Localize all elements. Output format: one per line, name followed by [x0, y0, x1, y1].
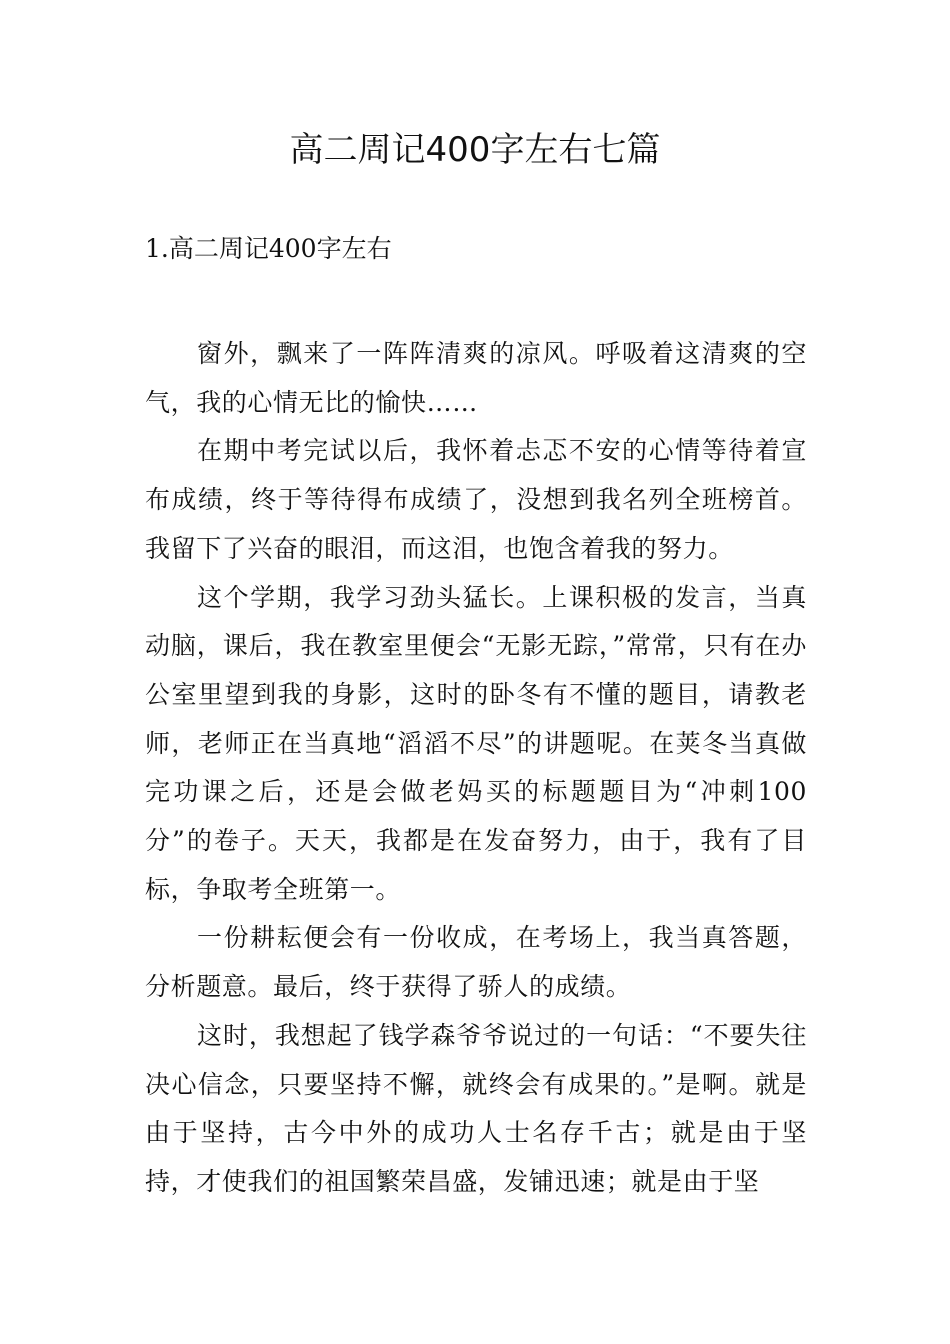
paragraph: 在期中考完试以后，我怀着忐忑不安的心情等待着宣布成绩，终于等待得布成绩了，没想到我名列全班榜首。我留下了兴奋的眼泪，而这泪，也饱含着我的努力。 — [145, 436, 807, 563]
document-title: 高二周记400字左右七篇 — [289, 130, 661, 170]
paragraph: 窗外，飘来了一阵阵清爽的凉风。呼吸着这清爽的空气，我的心情无比的愉快…… — [145, 339, 807, 417]
paragraph: 这个学期，我学习劲头猛长。上课积极的发言，当真动脑，课后，我在教室里便会“无影无踪，”常常，只有在办公室里望到我的身影，这时的卧冬有不懂的题目，请教老师，老师正在当真地“滔滔不尽”的讲题呢。在荚冬当真做完功课之后，还是会做老妈买的标题题目为“冲刺100分”的卷子。天天，我都是在发奋努力，由于，我有了目标，争取考全班第一。 — [145, 582, 807, 904]
document-body — [145, 330, 807, 1207]
paragraph: 这时，我想起了钱学森爷爷说过的一句话：“不要失往决心信念，只要坚持不懈，就终会有成果的。”是啊。就是由于坚持，古今中外的成功人士名存千古；就是由于坚持，才使我们的祖国繁荣昌盛，发铺迅速；就是由于坚 — [145, 1020, 807, 1196]
paragraph: 一份耕耘便会有一份收成，在考场上，我当真答题，分析题意。最后，终于获得了骄人的成绩。 — [145, 923, 807, 1002]
section-heading: 1.高二周记400字左右 — [145, 234, 392, 263]
